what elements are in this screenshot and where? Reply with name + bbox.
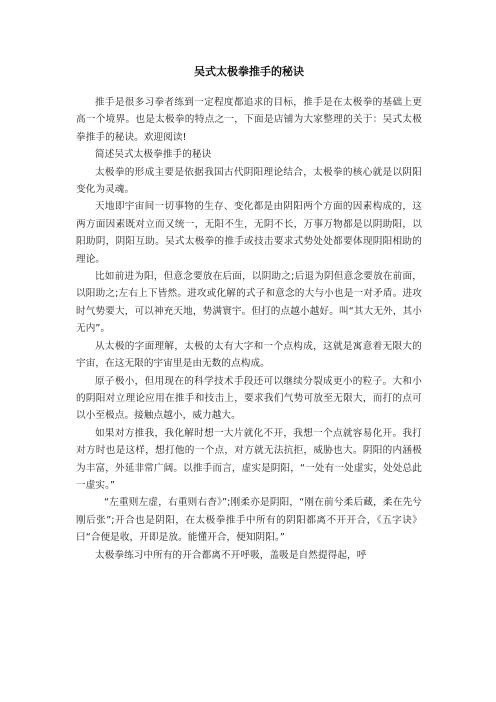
document-title: 吴式太极拳推手的秘诀 (194, 65, 304, 78)
paragraph: 比如前进为阳，但意念要放在后面，以阴助之;后退为阴但意念要放在前面，以阳助之;左右上下皆然。进攻或化解的式子和意念的大与小也是一对矛盾。进攻时气势要大，可以神充天地，势满寰宇。但打的点越小越好。叫“其大无外，其小无内”。 (76, 271, 422, 335)
paragraph: 天地即宇宙间一切事物的生存、变化都是由阴阳两个方面的因素构成的，这两方面因素既对立而又统一，无阳不生，无阴不长，万事万物都是以阴助阳，以阳助阴，阴阳互助。吴式太极拳的推手或技击要求式势处处都要体现阴阳相助的理论。 (76, 201, 422, 265)
paragraph-intro: 推手是很多习拳者练到一定程度都追求的目标，推手是在太极拳的基础上更高一个境界。也是太极拳的特点之一，下面是店铺为大家整理的关于：吴式太极拳推手的秘诀。欢迎阅读! (76, 97, 422, 143)
paragraph-truncated: 太极拳练习中所有的开合都离不开呼吸，盖吸是自然提得起，呼 (95, 549, 367, 561)
paragraph: 从太极的字面理解，太极的太有大字和一个点构成，这就是寓意着无限大的宇宙，在这无限的宇宙里是由无数的点构成。 (76, 340, 422, 370)
document-page (76, 0, 422, 564)
paragraph: 如果对方推我，我化解时想一大片就化不开，我想一个点就容易化开。我打对方时也是这样，想打他的一个点，对方就无法抗拒，威胁也大。阴阳的内涵极为丰富，外延非常广阔。以推手而言，虚实是阴阳，“一处有一处虚实，处处总此一虚实。” (76, 427, 422, 491)
document-body (76, 94, 422, 564)
section-heading: 简述吴式太极拳推手的秘诀 (95, 149, 212, 161)
paragraph: 原子极小，但用现在的科学技术手段还可以继续分裂成更小的粒子。大和小的阴阳对立理论应用在推手和技击上，要求我们气势可放至无限大，而打的点可以小至极点。接触点越小，威力越大。 (76, 375, 422, 422)
paragraph: 太极拳的形成主要是依据我国古代阴阳理论结合，太极拳的核心就是以阴阳变化为灵魂。 (76, 166, 422, 196)
paragraph: “左重则左虚，右重则右杳》”;刚柔亦是阴阳，“刚在前兮柔后藏，柔在先兮刚后张”;开合也是阴阳，在太极拳推手中所有的阴阳都离不开开合，《五字诀》曰“合便是收，开即是放。能懂开合，便知阴阳。” (76, 497, 422, 544)
